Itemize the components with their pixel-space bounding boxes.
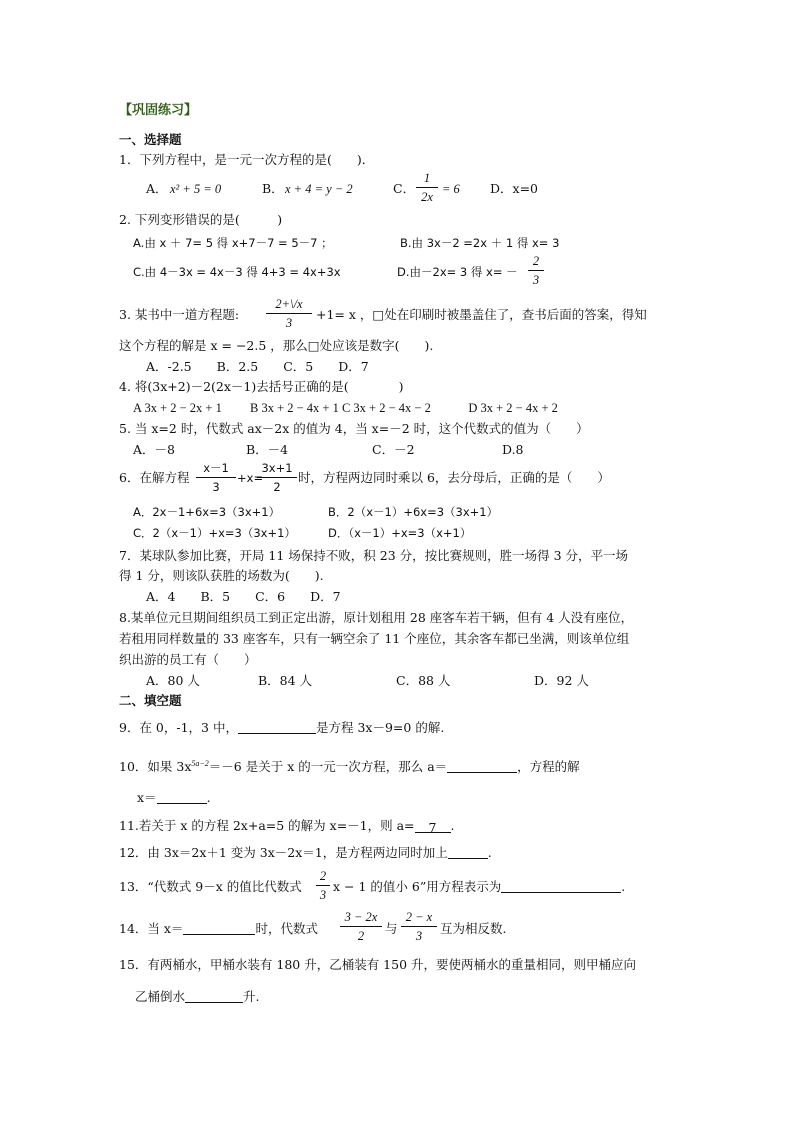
q2-stem: 2. 下列变形错误的是( ) xyxy=(119,212,283,227)
q2-option-d-denominator: 3 xyxy=(532,273,540,287)
q2-option-a: A.由 x ＋ 7= 5 得 x+7－7 = 5－7 ； xyxy=(133,236,333,250)
q14-text-middle: 时，代数式 xyxy=(255,921,318,936)
q13-text-middle: x − 1 的值小 6”用方程表示为 xyxy=(333,879,502,894)
q3-stem-end: +1= x ，□处在印刷时被墨盖住了，查书后面的答案，得知 xyxy=(316,307,647,322)
q2-option-c: C.由 4－3x = 4x－3 得 4+3 = 4x+3x xyxy=(133,265,341,279)
q1-option-c-denominator: 2x xyxy=(421,190,433,204)
q6-option-c: C．2（x－1）+x=3（3x+1） xyxy=(133,526,296,540)
q15-answer-blank[interactable] xyxy=(185,989,243,1003)
q1-option-c-rest: = 6 xyxy=(442,182,460,196)
q6-stem-start: 6．在解方程 xyxy=(119,470,190,485)
q6-fraction-right-numerator: 3x+1 xyxy=(261,461,293,475)
q8-option-c: C．88 人 xyxy=(396,673,451,688)
q15-text-start: 乙桶倒水 xyxy=(135,989,186,1004)
q14-text-start: 14．当 x＝ xyxy=(119,921,184,936)
q3-stem-line2: 这个方程的解是 x = −2.5 ，那么□处应该是数字( ). xyxy=(119,338,434,353)
q7-line2: 得 1 分，则该队获胜的场数为( ). xyxy=(119,568,324,583)
q13-text-start: 13．“代数式 9－x 的值比代数式 xyxy=(119,879,302,894)
q1-option-c-fraction xyxy=(416,170,438,205)
q2-option-d: D.由－2x= 3 得 x= － xyxy=(397,265,518,279)
q1-option-c-label: C． xyxy=(393,181,416,196)
q14-fraction-right-denominator: 3 xyxy=(415,929,423,943)
q6-fraction-left xyxy=(196,460,236,495)
q11-answer[interactable]: 7 xyxy=(415,819,451,833)
q9-text-end: 是方程 3x－9=0 的解. xyxy=(315,720,445,735)
q5-option-c: C．－2 xyxy=(372,442,415,457)
q11-line xyxy=(119,817,455,835)
q8-line1: 8.某单位元旦期间组织员工到正定出游，原计划租用 28 座客车若干辆，但有 4 人没有座位， xyxy=(119,610,634,625)
q15-text-end: 升. xyxy=(243,989,260,1004)
q14-fraction-left-denominator: 2 xyxy=(357,929,365,943)
q6-fraction-right xyxy=(257,460,297,495)
q8-line2: 若租用同样数量的 33 座客车，只有一辆空余了 11 个座位，其余客车都已坐满，则该单位组 xyxy=(119,631,630,646)
q12-answer-blank[interactable] xyxy=(448,845,488,859)
q15-line1: 15．有两桶水，甲桶水装有 180 升，乙桶装有 150 升，要使两桶水的重量相同，则甲桶应向 xyxy=(119,957,637,972)
q6-middle: +x= xyxy=(237,471,264,485)
q8-option-b: B．84 人 xyxy=(258,673,313,688)
q11-text-start: 11.若关于 x 的方程 2x+a=5 的解为 x=－1，则 a= xyxy=(119,818,415,833)
q6-option-a: A．2x－1+6x=3（3x+1） xyxy=(133,505,281,519)
q6-fraction-left-denominator: 3 xyxy=(212,480,220,494)
q13-answer-blank[interactable] xyxy=(501,879,621,893)
q9-line xyxy=(119,719,444,737)
q13-numerator: 2 xyxy=(319,869,327,883)
q1-option-b: x + 4 = y − 2 xyxy=(285,182,353,196)
q3-fraction xyxy=(266,296,312,331)
q2-option-b: B.由 3x－2 =2x ＋ 1 得 x= 3 xyxy=(400,236,560,250)
q8-option-d: D．92 人 xyxy=(534,673,589,688)
q14-fraction-right xyxy=(401,909,437,944)
q8-line3: 织出游的员工有（ ） xyxy=(119,652,257,667)
q12-line xyxy=(119,844,492,862)
q6-option-d: D．（x－1）+x=3（x+1） xyxy=(328,526,472,540)
q5-option-a: A．－8 xyxy=(133,442,175,457)
q6-fraction-left-numerator: x－1 xyxy=(203,461,229,475)
q6-stem-end: 时，方程两边同时乘以 6，去分母后，正确的是（ ） xyxy=(298,470,610,485)
section-choice-title: 一、选择题 xyxy=(119,132,182,147)
q1-option-d: D．x=0 xyxy=(490,181,538,196)
q4-stem: 4. 将(3x+2)－2(2x－1)去括号正确的是( ) xyxy=(119,379,404,394)
q12-text-end: . xyxy=(487,845,492,860)
q13-denominator: 3 xyxy=(319,888,327,902)
q10-text-start: 10．如果 3x xyxy=(119,759,192,775)
q1-option-b-label: B． xyxy=(262,181,284,196)
q10-a-blank[interactable] xyxy=(447,759,517,773)
q6-fraction-right-denominator: 2 xyxy=(273,480,281,494)
q3-stem-start: 3. 某书中一道方程题: xyxy=(119,307,240,322)
q14-fraction-left xyxy=(340,909,382,944)
q7-options: A．4 B．5 C．6 D．7 xyxy=(146,589,341,604)
q3-numerator: 2+\/x xyxy=(275,297,303,311)
q9-text-start: 9．在 0，-1，3 中， xyxy=(119,720,238,735)
q1-option-a: x² + 5 = 0 xyxy=(170,182,222,196)
q5-stem: 5. 当 x=2 时，代数式 ax－2x 的值为 4，当 x=－2 时，这个代数式的值为（ ） xyxy=(119,421,589,436)
q10-solution-label: x＝ xyxy=(137,790,157,805)
q10-exponent: 5a−2 xyxy=(191,759,209,768)
q13-text-end: . xyxy=(621,879,626,894)
q14-fraction-left-numerator: 3 − 2x xyxy=(344,910,378,924)
q3-denominator: 3 xyxy=(285,316,293,330)
q14-answer-blank[interactable] xyxy=(183,921,255,935)
q10-solution-blank[interactable] xyxy=(157,790,207,804)
q1-option-c-numerator: 1 xyxy=(423,171,431,185)
q14-text-end: 互为相反数. xyxy=(440,921,507,936)
q11-text-end: . xyxy=(450,818,455,833)
q10-text-middle: ＝－6 是关于 x 的一元一次方程，那么 a＝ xyxy=(208,759,448,775)
q13-fraction xyxy=(316,868,330,903)
q10-text-end: ，方程的解 xyxy=(517,759,580,775)
q2-option-d-fraction xyxy=(528,253,544,288)
q8-option-a: A．80 人 xyxy=(146,673,200,688)
q13-line-rest xyxy=(333,878,625,896)
q9-answer-blank[interactable] xyxy=(238,720,316,734)
practice-header: 【巩固练习】 xyxy=(119,103,198,118)
q1-option-a-label: A． xyxy=(146,181,168,196)
q1-stem: 1．下列方程中，是一元一次方程的是( )． xyxy=(119,152,375,167)
q14-line-start xyxy=(119,920,318,938)
q15-line2 xyxy=(135,988,260,1006)
q4-options: A 3x + 2 − 2x + 1 B 3x + 2 − 4x + 1 C 3x + 2 − 4x − 2 D 3x + 2 − 4x + 2 xyxy=(133,401,558,415)
q14-fraction-right-numerator: 2 − x xyxy=(405,910,433,924)
q7-line1: 7．某球队参加比赛，开局 11 场保持不败，积 23 分，按比赛规则，胜一场得 3 分，平一场 xyxy=(119,548,629,563)
section-fill-title: 二、填空题 xyxy=(119,693,182,708)
q2-option-d-numerator: 2 xyxy=(532,254,540,268)
q12-text-start: 12．由 3x＝2x＋1 变为 3x－2x＝1，是方程两边同时加上 xyxy=(119,845,448,860)
q10-line1 xyxy=(119,755,580,776)
q5-option-d: D.8 xyxy=(502,442,524,457)
q10-line2 xyxy=(137,789,211,807)
q6-option-b: B．2（x－1）+6x=3（3x+1） xyxy=(328,505,499,519)
q5-option-b: B．－4 xyxy=(246,442,289,457)
q10-line2-end: . xyxy=(206,790,211,805)
q3-options: A．-2.5 B．2.5 C．5 D．7 xyxy=(146,359,369,374)
q14-and: 与 xyxy=(385,921,398,936)
